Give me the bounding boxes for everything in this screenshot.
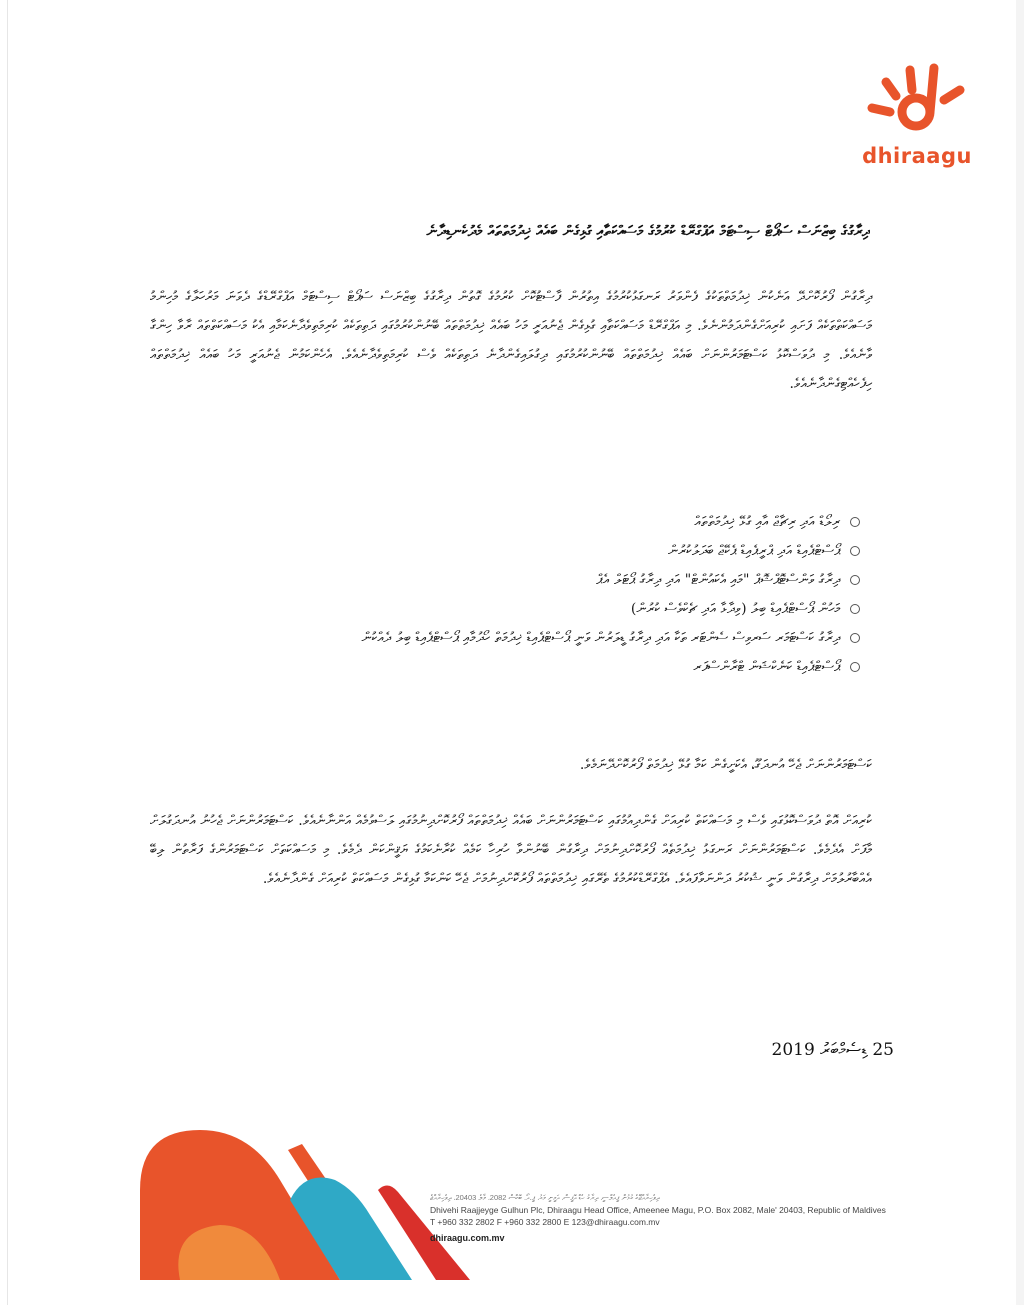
list-item: ދިރާގު ވަންސްޓޮޕްޝޮޕް "މައި އެކައުންޓް" އަދި ދިރާގު ޕޯޓަލް އެޕް <box>150 566 860 595</box>
bullet-circle-icon <box>850 633 860 643</box>
hand-logo-icon <box>864 60 970 144</box>
footer-phone-email: T +960 332 2802 F +960 332 2800 E 123@dhiraagu.com.mv <box>430 1217 660 1227</box>
affected-services-list <box>150 508 860 682</box>
list-item: ދިރާގު ކަސްޓަމަރ ސަރވިސް ސެންޓަރ ތަކާ އަދި ދިރާގު ޑީލަރުން ވަނީ ޕޯސްޓްޕެއިޑް ޚިދުމަތް ހޯދުމާއި ޕޯސްޓްޕެއިޑް ބިލު ދެއްކުން <box>150 624 860 653</box>
footer-brand-shapes <box>140 1130 480 1280</box>
page-edge <box>1016 0 1024 1305</box>
logo-wordmark: dhiraagu <box>862 144 972 168</box>
list-item: ޕޯސްޓްޕެއިޑް ކަނެކްޝަން ޓްރާންސްފަރ <box>150 653 860 682</box>
paragraph-closing: ކުރިއަށް އޮތް ދުވަސްކޮޅުގައި ވެސް މި މަސައްކަތް ކުރިއަށް ގެންދިއުމުގައި ކަސްޓަމަރުންނަށް ބައެއް ޚިދުމަތްތައް ފޯރުކޮށްދިނުމުގައި ލަސްވުމެއް އަންނާނެއެވެ. ކަސްޓަމަރުންނަށް ޖެހުނު އުނދަގުލަށް މާފަށް އެދެމެވެ. ކަސްޓަމަރުންނަށް ރަނގަޅު ޚިދުމަތެއް ފޯރުކޮށްދިނުމަށް ދިރާގުން ބޭނުންވާ ހުރިހާ ކަމެއް ކުރާނެކަމުގެ ޔަޤީންކަން ދެމެވެ. މި މަސައްކަތަށް ކަސްޓަމަރުންގެ ފަރާތުން ލިބޭ އެއްބާރުލުމަށް ދިރާގުން ވަނީ ޝުކުރު ދަންނަވާފައެވެ. އެޕްގްރޭޑްކުރުމުގެ ތެރޭގައި ޚިދުމަތްތައް ފޯރުކޮށްދިނުމަށް ޖެހޭ ކަންކަމާ ގުޅިގެން މަސައްކަތް ކުރިއަށް ގެންދާނެއެވެ. <box>150 813 872 887</box>
bullet-circle-icon <box>850 546 860 556</box>
bullet-circle-icon <box>850 517 860 527</box>
list-item: ޕޯސްޓްޕެއިޑް އަދި ޕްރީޕެއިޑް ޕެކޭޖް ބަދަލުކުރުން <box>150 537 860 566</box>
bullet-circle-icon <box>850 575 860 585</box>
letter-date: 25 ޑިސެމްބަރު 2019 <box>771 1040 894 1060</box>
footer-dhivehi-address: ދިވެހިރާއްޖޭގެ ގުޅުން ޕީއެލްސީ، ދިރާގު ހެޑް އޮފީސް، އަމީނީ މަގު، ޕީ.އޯ. ބޮކްސް 2082، މާލެ 20403، ދިވެހިރާއްޖެ <box>430 1193 660 1202</box>
bullet-circle-icon <box>850 662 860 672</box>
list-item: މަހުން ޕޯސްޓްޕެއިޑް ބިލު (ވިދާޅާ އަދި ޗެކްވެސް ކުރުން) <box>150 595 860 624</box>
letter-title: ދިރާގުގެ ބިޒްނަސް ސަޕޯޓް ސިސްޓަމް އަޕްގްރޭޑް ކުރުމުގެ މަސައްކަތާއި ގުޅިގެން ބައެއް ޚިދުމަތްތައް މެދުކެނޑިދާނެ <box>426 222 870 240</box>
footer-website: dhiraagu.com.mv <box>430 1233 505 1243</box>
footer-address: Dhivehi Raajjeyge Gulhun Plc, Dhiraagu Head Office, Ameenee Magu, P.O. Box 2082, Male' 20403, Republic of Maldives <box>430 1205 886 1215</box>
list-item: ރިލޯޑް އަދި ރިޗާޖް އާއި ގުޅޭ ޚިދުމަތްތައް <box>150 508 860 537</box>
bullet-circle-icon <box>850 604 860 614</box>
paragraph-intro: ދިރާގުން ފޯރުކޮށްދޭ އަނެކުން ޚިދުމަތްތަކުގެ ފެންވަރު ރަނގަޅުކުރުމުގެ އިތުރުން ފާސްޓުކޮށް ކުރުމުގެ ގޮތުން ދިރާގުގެ ބިޒްނަސް ސަޕޯޓް ސިސްޓަމް އަޕްގްރޭޑްގެ ދެވަނަ މަރުހަލާގެ މުހިންމު މަސައްކަތްތަކެއް ފަށައި ކުރިއަށްގެންދަމުންނެވެ. މި އަޕްގްރޭޑް މަސައްކަތާއި ގުޅިގެން ޖެނުއަރީ މަހު ބައެއް ޚިދުމަތްތައް ބޭނުންކުރުމުގައި ދަތިތަކެއް ކުރިމަތިވެދާނެކަމާއި އެކު މަސައްކަތްތައް ރާވާ ހިންގާ ވާނެއެވެ. މި ދުވަސްކޮޅު ކަސްޓަމަރުންނަށް ބައެއް ޚިދުމަތްތައް ބޭނުންކުރުމުގައި ދިގުލައިގެންދާނެ ދަތިތަކެއް ވެސް ކުރިމަތިވެދާނެއެވެ. އެހެންކަމުން ޖެނުއަރީ މަހު ބައެއް ޚިދުމަތްތައް ހިފެހެއްޓިގެންދާނެއެވެ. <box>150 289 872 392</box>
apology-note: ކަސްޓަމަރުންނަށް ޖެހޭ އުނދަގޫ، އެކަށީގެން ކަމާ ގުޅޭ ޚިދުމަތް ފޯރުކޮށްދޭނަމެވެ. <box>579 757 872 773</box>
footer-contact <box>430 1192 970 1244</box>
dhiraagu-logo <box>852 60 982 180</box>
